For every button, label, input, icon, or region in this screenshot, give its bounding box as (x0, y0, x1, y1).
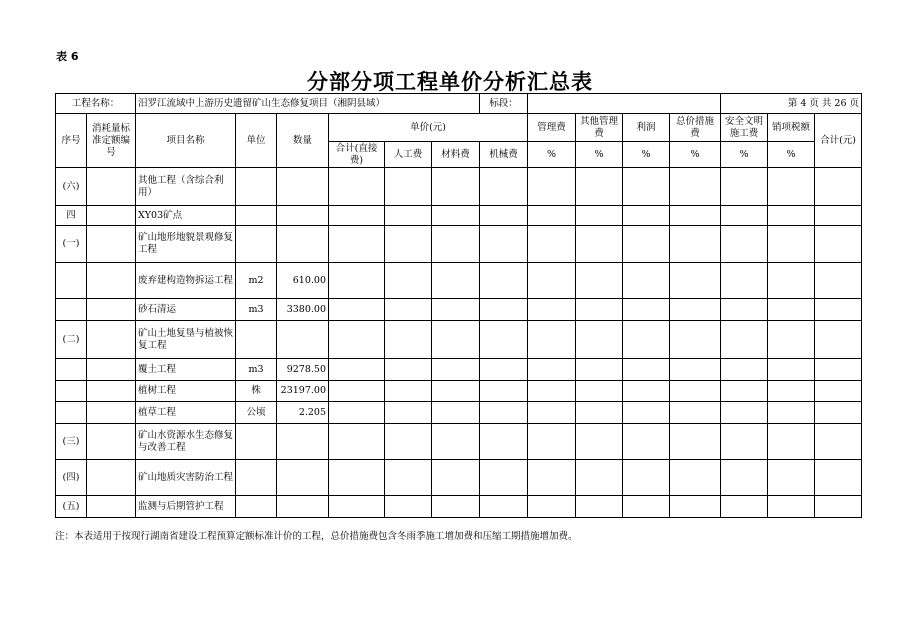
page-info: 第 4 页 共 26 页 (721, 94, 862, 114)
row-empty-cell (385, 263, 432, 299)
row-item-name: 植树工程 (136, 381, 236, 402)
row-unit (236, 321, 277, 359)
row-empty-cell (670, 424, 721, 460)
header-unit-price: 单价(元) (329, 114, 528, 142)
row-empty-cell (576, 206, 623, 226)
row-empty-cell (721, 168, 768, 206)
row-empty-cell (576, 168, 623, 206)
header-grand-total: 合计(元) (815, 114, 862, 168)
row-empty-cell (329, 460, 385, 496)
row-empty-cell (385, 460, 432, 496)
row-quota-code (87, 460, 136, 496)
row-empty-cell (670, 381, 721, 402)
info-row (56, 94, 862, 114)
table-row (56, 402, 862, 424)
table-row (56, 496, 862, 518)
row-empty-cell (576, 359, 623, 381)
row-empty-cell (768, 299, 815, 321)
row-seq: 四 (56, 206, 87, 226)
row-empty-cell (480, 381, 528, 402)
row-empty-cell (329, 381, 385, 402)
row-empty-cell (528, 299, 576, 321)
row-item-name: 其他工程（含综合利用） (136, 168, 236, 206)
row-empty-cell (432, 206, 480, 226)
row-empty-cell (528, 263, 576, 299)
row-empty-cell (768, 263, 815, 299)
row-empty-cell (385, 299, 432, 321)
row-quota-code (87, 321, 136, 359)
row-empty-cell (670, 460, 721, 496)
table-row (56, 381, 862, 402)
row-empty-cell (385, 496, 432, 518)
row-empty-cell (815, 496, 862, 518)
row-empty-cell (385, 402, 432, 424)
row-empty-cell (480, 402, 528, 424)
row-quantity (277, 226, 329, 263)
row-empty-cell (721, 402, 768, 424)
row-seq: (一) (56, 226, 87, 263)
header-quota-code: 消耗量标准定额编号 (87, 114, 136, 168)
row-item-name: 废弃建构造物拆运工程 (136, 263, 236, 299)
row-empty-cell (480, 168, 528, 206)
row-empty-cell (528, 168, 576, 206)
row-quantity: 23197.00 (277, 381, 329, 402)
row-empty-cell (623, 402, 670, 424)
row-unit: m2 (236, 263, 277, 299)
header-unit: 单位 (236, 114, 277, 168)
row-empty-cell (623, 460, 670, 496)
row-unit: 株 (236, 381, 277, 402)
row-seq: (三) (56, 424, 87, 460)
row-empty-cell (670, 321, 721, 359)
row-seq (56, 402, 87, 424)
row-empty-cell (623, 321, 670, 359)
table-row (56, 206, 862, 226)
row-item-name: 砂石清运 (136, 299, 236, 321)
table-note: 注：本表适用于按现行湖南省建设工程预算定额标准计价的工程，总价措施费包含冬雨季施工增加费和压缩工期措施增加费。 (55, 531, 578, 542)
row-empty-cell (329, 359, 385, 381)
row-empty-cell (815, 299, 862, 321)
row-empty-cell (768, 321, 815, 359)
row-quota-code (87, 299, 136, 321)
row-item-name: 监测与后期管护工程 (136, 496, 236, 518)
row-empty-cell (480, 359, 528, 381)
row-seq (56, 381, 87, 402)
row-unit (236, 206, 277, 226)
header-material: 材料费 (432, 142, 480, 168)
row-empty-cell (768, 226, 815, 263)
row-empty-cell (576, 381, 623, 402)
row-empty-cell (329, 168, 385, 206)
row-empty-cell (480, 460, 528, 496)
row-empty-cell (815, 381, 862, 402)
project-name-value: 汨罗江流域中上游历史遗留矿山生态修复项目（湘阴县域） (136, 94, 480, 114)
row-quantity (277, 168, 329, 206)
row-empty-cell (623, 424, 670, 460)
row-empty-cell (432, 226, 480, 263)
row-empty-cell (721, 321, 768, 359)
row-empty-cell (576, 402, 623, 424)
header-profit: 利润 (623, 114, 670, 142)
header-safety-fee: 安全文明施工费 (721, 114, 768, 142)
row-empty-cell (768, 206, 815, 226)
row-quota-code (87, 424, 136, 460)
row-empty-cell (576, 424, 623, 460)
row-empty-cell (329, 299, 385, 321)
row-empty-cell (528, 321, 576, 359)
section-value (528, 94, 721, 114)
header-pct: % (623, 142, 670, 168)
row-seq: (四) (56, 460, 87, 496)
row-empty-cell (329, 206, 385, 226)
row-empty-cell (721, 263, 768, 299)
row-quantity (277, 206, 329, 226)
row-empty-cell (721, 206, 768, 226)
header-other-management-fee: 其他管理费 (576, 114, 623, 142)
row-quantity: 2.205 (277, 402, 329, 424)
row-empty-cell (815, 226, 862, 263)
row-empty-cell (768, 168, 815, 206)
row-quantity (277, 460, 329, 496)
row-empty-cell (385, 206, 432, 226)
row-empty-cell (768, 424, 815, 460)
row-seq: (六) (56, 168, 87, 206)
row-empty-cell (623, 496, 670, 518)
table-row (56, 321, 862, 359)
row-empty-cell (480, 206, 528, 226)
table-body (56, 168, 862, 518)
row-empty-cell (385, 359, 432, 381)
row-empty-cell (480, 496, 528, 518)
row-item-name: 矿山地质灾害防治工程 (136, 460, 236, 496)
row-empty-cell (576, 263, 623, 299)
row-item-name: 矿山土地复垦与植被恢复工程 (136, 321, 236, 359)
row-empty-cell (623, 263, 670, 299)
table-row (56, 226, 862, 263)
row-empty-cell (480, 226, 528, 263)
row-empty-cell (576, 496, 623, 518)
row-seq: (五) (56, 496, 87, 518)
row-empty-cell (815, 263, 862, 299)
row-item-name: 植草工程 (136, 402, 236, 424)
row-empty-cell (815, 168, 862, 206)
row-empty-cell (815, 460, 862, 496)
row-quota-code (87, 263, 136, 299)
row-quantity: 610.00 (277, 263, 329, 299)
row-empty-cell (432, 460, 480, 496)
row-quantity (277, 321, 329, 359)
row-seq: (二) (56, 321, 87, 359)
row-quantity: 3380.00 (277, 299, 329, 321)
header-quantity: 数量 (277, 114, 329, 168)
row-empty-cell (432, 168, 480, 206)
table-row (56, 460, 862, 496)
row-empty-cell (528, 496, 576, 518)
row-empty-cell (480, 321, 528, 359)
row-empty-cell (329, 424, 385, 460)
table-row (56, 424, 862, 460)
row-empty-cell (385, 381, 432, 402)
row-empty-cell (432, 299, 480, 321)
row-empty-cell (768, 359, 815, 381)
row-item-name: XY03矿点 (136, 206, 236, 226)
row-empty-cell (576, 226, 623, 263)
row-empty-cell (329, 226, 385, 263)
row-empty-cell (721, 299, 768, 321)
row-unit: m3 (236, 299, 277, 321)
row-empty-cell (815, 321, 862, 359)
row-empty-cell (432, 424, 480, 460)
table-row (56, 263, 862, 299)
row-empty-cell (670, 496, 721, 518)
row-quota-code (87, 168, 136, 206)
row-empty-cell (385, 226, 432, 263)
row-quota-code (87, 359, 136, 381)
table-row (56, 168, 862, 206)
row-item-name: 矿山水资源水生态修复与改善工程 (136, 424, 236, 460)
header-pct: % (528, 142, 576, 168)
row-empty-cell (815, 206, 862, 226)
row-empty-cell (528, 402, 576, 424)
row-empty-cell (815, 402, 862, 424)
row-empty-cell (768, 496, 815, 518)
row-empty-cell (480, 299, 528, 321)
section-label: 标段： (480, 94, 528, 114)
row-item-name: 矿山地形地貌景观修复工程 (136, 226, 236, 263)
row-quota-code (87, 206, 136, 226)
row-empty-cell (670, 168, 721, 206)
row-empty-cell (432, 381, 480, 402)
row-empty-cell (528, 381, 576, 402)
row-quota-code (87, 496, 136, 518)
header-labor: 人工费 (385, 142, 432, 168)
row-empty-cell (670, 206, 721, 226)
row-empty-cell (576, 299, 623, 321)
row-empty-cell (528, 359, 576, 381)
header-pct: % (670, 142, 721, 168)
row-empty-cell (480, 263, 528, 299)
row-empty-cell (480, 424, 528, 460)
row-empty-cell (670, 263, 721, 299)
row-empty-cell (721, 460, 768, 496)
row-unit (236, 496, 277, 518)
row-empty-cell (528, 460, 576, 496)
row-unit: 公顷 (236, 402, 277, 424)
row-empty-cell (528, 206, 576, 226)
header-item-name: 项目名称 (136, 114, 236, 168)
row-quota-code (87, 381, 136, 402)
row-empty-cell (528, 424, 576, 460)
header-subtotal-direct: 合计(直接费) (329, 142, 385, 168)
row-empty-cell (768, 460, 815, 496)
row-empty-cell (576, 321, 623, 359)
row-empty-cell (623, 206, 670, 226)
row-quota-code (87, 226, 136, 263)
row-empty-cell (768, 381, 815, 402)
row-empty-cell (432, 263, 480, 299)
row-empty-cell (329, 496, 385, 518)
unit-price-summary-table (55, 93, 862, 518)
row-unit (236, 460, 277, 496)
project-name-label: 工程名称： (56, 94, 136, 114)
row-unit: m3 (236, 359, 277, 381)
row-empty-cell (329, 321, 385, 359)
row-empty-cell (815, 359, 862, 381)
row-empty-cell (432, 359, 480, 381)
row-empty-cell (815, 424, 862, 460)
row-quota-code (87, 402, 136, 424)
table-row (56, 359, 862, 381)
row-empty-cell (623, 168, 670, 206)
row-quantity: 9278.50 (277, 359, 329, 381)
row-seq (56, 299, 87, 321)
header-pct: % (721, 142, 768, 168)
row-empty-cell (623, 226, 670, 263)
row-empty-cell (623, 381, 670, 402)
row-empty-cell (670, 359, 721, 381)
row-empty-cell (721, 381, 768, 402)
table-number-label: 表 6 (56, 50, 79, 63)
row-empty-cell (329, 402, 385, 424)
row-quantity (277, 496, 329, 518)
row-empty-cell (329, 263, 385, 299)
header-total-measures-fee: 总价措施费 (670, 114, 721, 142)
row-empty-cell (385, 168, 432, 206)
row-empty-cell (670, 226, 721, 263)
header-row-1 (56, 114, 862, 142)
row-empty-cell (670, 299, 721, 321)
row-empty-cell (670, 402, 721, 424)
row-empty-cell (721, 424, 768, 460)
row-empty-cell (385, 424, 432, 460)
row-empty-cell (432, 402, 480, 424)
row-empty-cell (432, 321, 480, 359)
row-unit (236, 424, 277, 460)
header-seq: 序号 (56, 114, 87, 168)
header-machinery: 机械费 (480, 142, 528, 168)
row-quantity (277, 424, 329, 460)
row-empty-cell (623, 359, 670, 381)
header-output-tax: 销项税额 (768, 114, 815, 142)
header-management-fee: 管理费 (528, 114, 576, 142)
header-pct: % (768, 142, 815, 168)
row-seq (56, 359, 87, 381)
row-empty-cell (768, 402, 815, 424)
row-empty-cell (721, 496, 768, 518)
row-empty-cell (432, 496, 480, 518)
row-empty-cell (385, 321, 432, 359)
header-pct: % (576, 142, 623, 168)
row-empty-cell (528, 226, 576, 263)
table-row (56, 299, 862, 321)
row-seq (56, 263, 87, 299)
document-title: 分部分项工程单价分析汇总表 (307, 70, 593, 94)
row-empty-cell (623, 299, 670, 321)
row-item-name: 覆土工程 (136, 359, 236, 381)
row-unit (236, 226, 277, 263)
row-empty-cell (721, 359, 768, 381)
row-unit (236, 168, 277, 206)
row-empty-cell (576, 460, 623, 496)
row-empty-cell (721, 226, 768, 263)
